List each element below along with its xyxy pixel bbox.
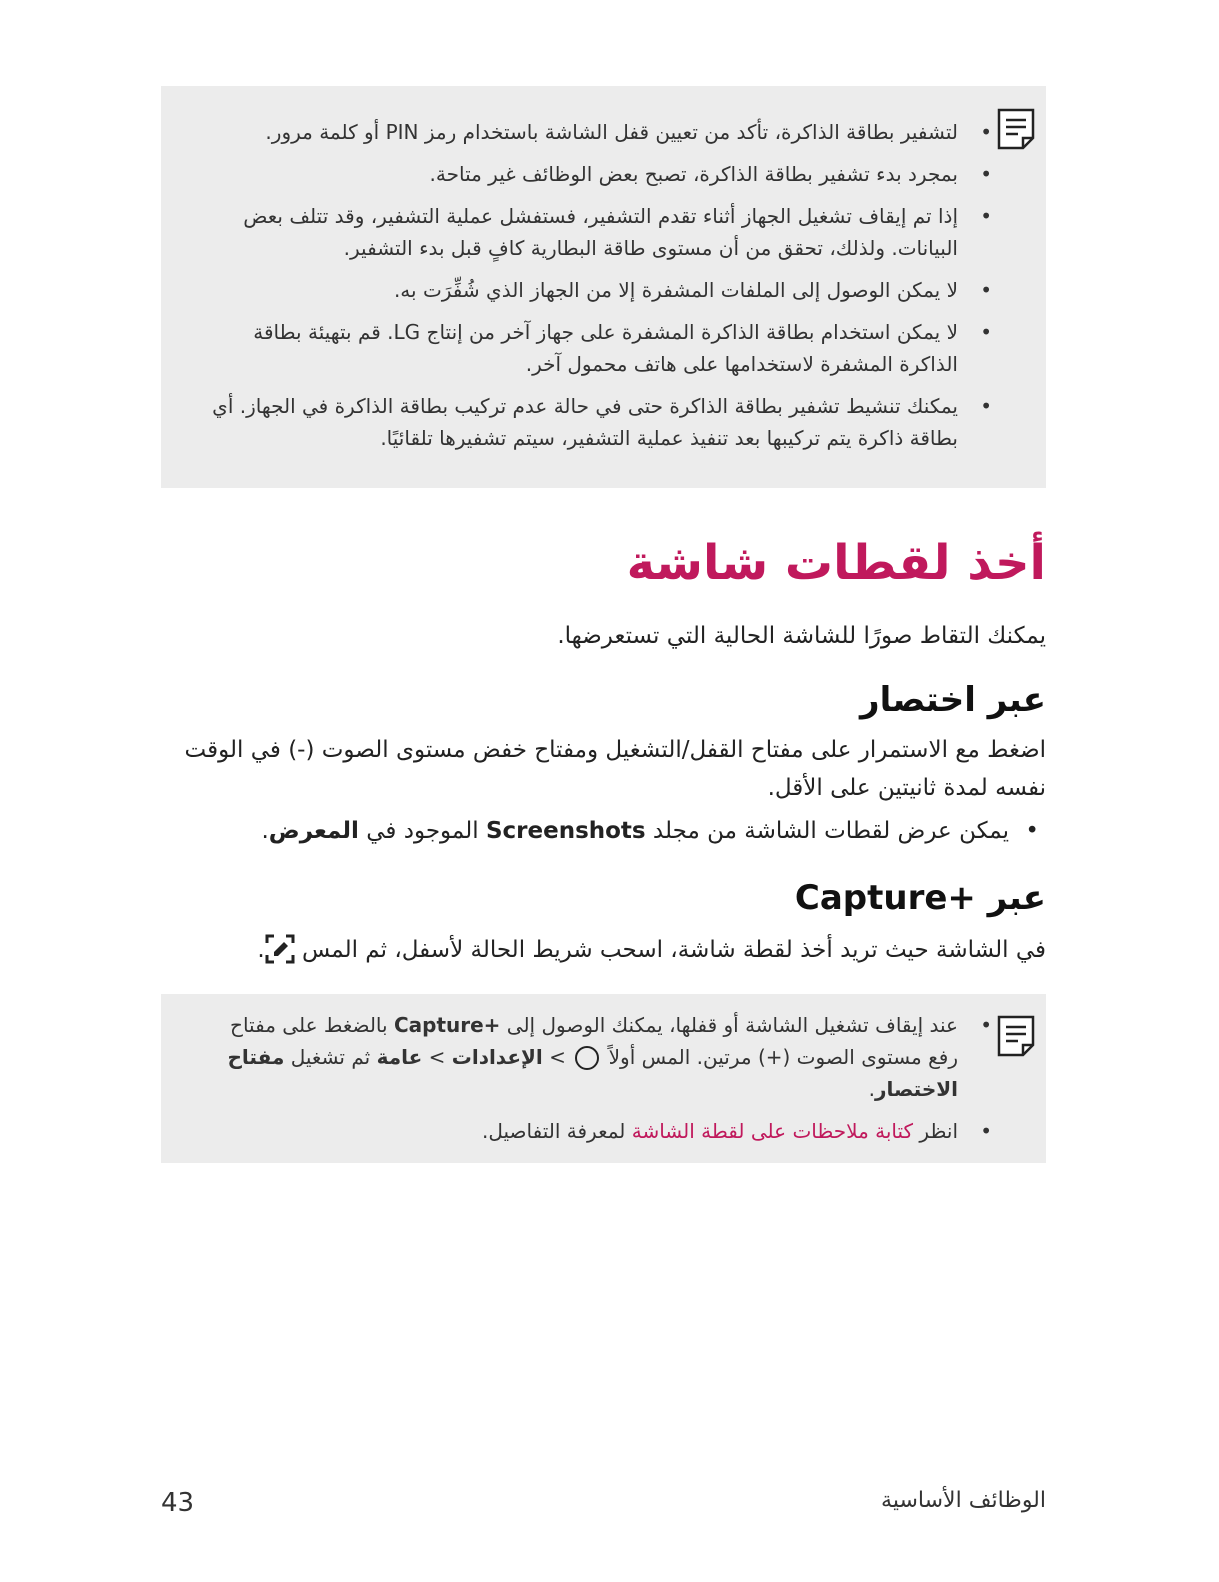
- settings-label: الإعدادات: [451, 1045, 543, 1069]
- note-list: [201, 116, 958, 464]
- note-item: • بمجرد بدء تشفير بطاقة الذاكرة، تصبح بعض الوظائف غير متاحة.: [201, 158, 958, 190]
- note-box-encryption: [161, 86, 1046, 488]
- note-list: [201, 1009, 958, 1157]
- note-item: • إذا تم إيقاف تشغيل الجهاز أثناء تقدم التشفير، فستفشل عملية التشفير، وقد تتلف بعض البيانات. ولذلك، تحقق من أن مستوى طاقة البطارية كافٍ قبل بدء التشفير.: [201, 200, 958, 264]
- screenshots-folder: Screenshots: [485, 818, 646, 844]
- note-item: • يمكنك تنشيط تشفير بطاقة الذاكرة حتى في حالة عدم تركيب بطاقة الذاكرة في الجهاز. أي بطاقة ذاكرة يتم تركيبها بعد تنفيذ عملية التشفير، سيتم تشفيرها تلقائيًا.: [201, 390, 958, 454]
- note-item: • لا يمكن الوصول إلى الملفات المشفرة إلا من الجهاز الذي شُفِّرَت به.: [201, 274, 958, 306]
- shortcut-heading: عبر اختصار: [860, 680, 1046, 720]
- note-item: • عند إيقاف تشغيل الشاشة أو قفلها، يمكنك الوصول إلى +Capture بالضغط على مفتاح رفع مستوى الصوت (+) مرتين. المس أولاً > الإعدادات > عامة ثم تشغيل مفتاح الاختصار.: [201, 1009, 958, 1105]
- shortcut-bullet: • يمكن عرض لقطات الشاشة من مجلد Screenshots الموجود في المعرض.: [179, 812, 1009, 850]
- shortcut-key-label: مفتاح الاختصار: [227, 1045, 958, 1101]
- capture-plus-icon: [265, 934, 295, 964]
- home-button-icon: [575, 1046, 599, 1070]
- memo-link[interactable]: كتابة ملاحظات على لقطة الشاشة: [631, 1119, 914, 1143]
- capture-plus-name: +Capture: [393, 1013, 501, 1037]
- note-item: • لا يمكن استخدام بطاقة الذاكرة المشفرة على جهاز آخر من إنتاج LG. قم بتهيئة بطاقة الذاكرة المشفرة لاستخدامها على هاتف محمول آخر.: [201, 316, 958, 380]
- section-intro: يمكنك التقاط صورًا للشاشة الحالية التي تستعرضها.: [557, 623, 1046, 649]
- page-number: 43: [161, 1488, 195, 1518]
- footer-section-name: الوظائف الأساسية: [881, 1488, 1046, 1513]
- general-label: عامة: [376, 1045, 423, 1069]
- gallery-app-name: المعرض: [268, 818, 359, 844]
- note-icon: [997, 108, 1035, 150]
- note-icon: [997, 1015, 1035, 1057]
- note-item: • لتشفير بطاقة الذاكرة، تأكد من تعيين قفل الشاشة باستخدام رمز PIN أو كلمة مرور.: [201, 116, 958, 148]
- capture-body: في الشاشة حيث تريد أخذ لقطة شاشة، اسحب شريط الحالة لأسفل، ثم المس .: [146, 931, 1046, 969]
- shortcut-body: اضغط مع الاستمرار على مفتاح القفل/التشغيل ومفتاح خفض مستوى الصوت (-) في الوقت نفسه لمدة ثانيتين على الأقل.: [184, 737, 1046, 801]
- capture-heading: عبر +Capture: [794, 878, 1046, 918]
- section-title: أخذ لقطات شاشة: [626, 535, 1046, 591]
- note-item: • انظر كتابة ملاحظات على لقطة الشاشة لمعرفة التفاصيل.: [201, 1115, 958, 1147]
- note-box-capture: [161, 994, 1046, 1163]
